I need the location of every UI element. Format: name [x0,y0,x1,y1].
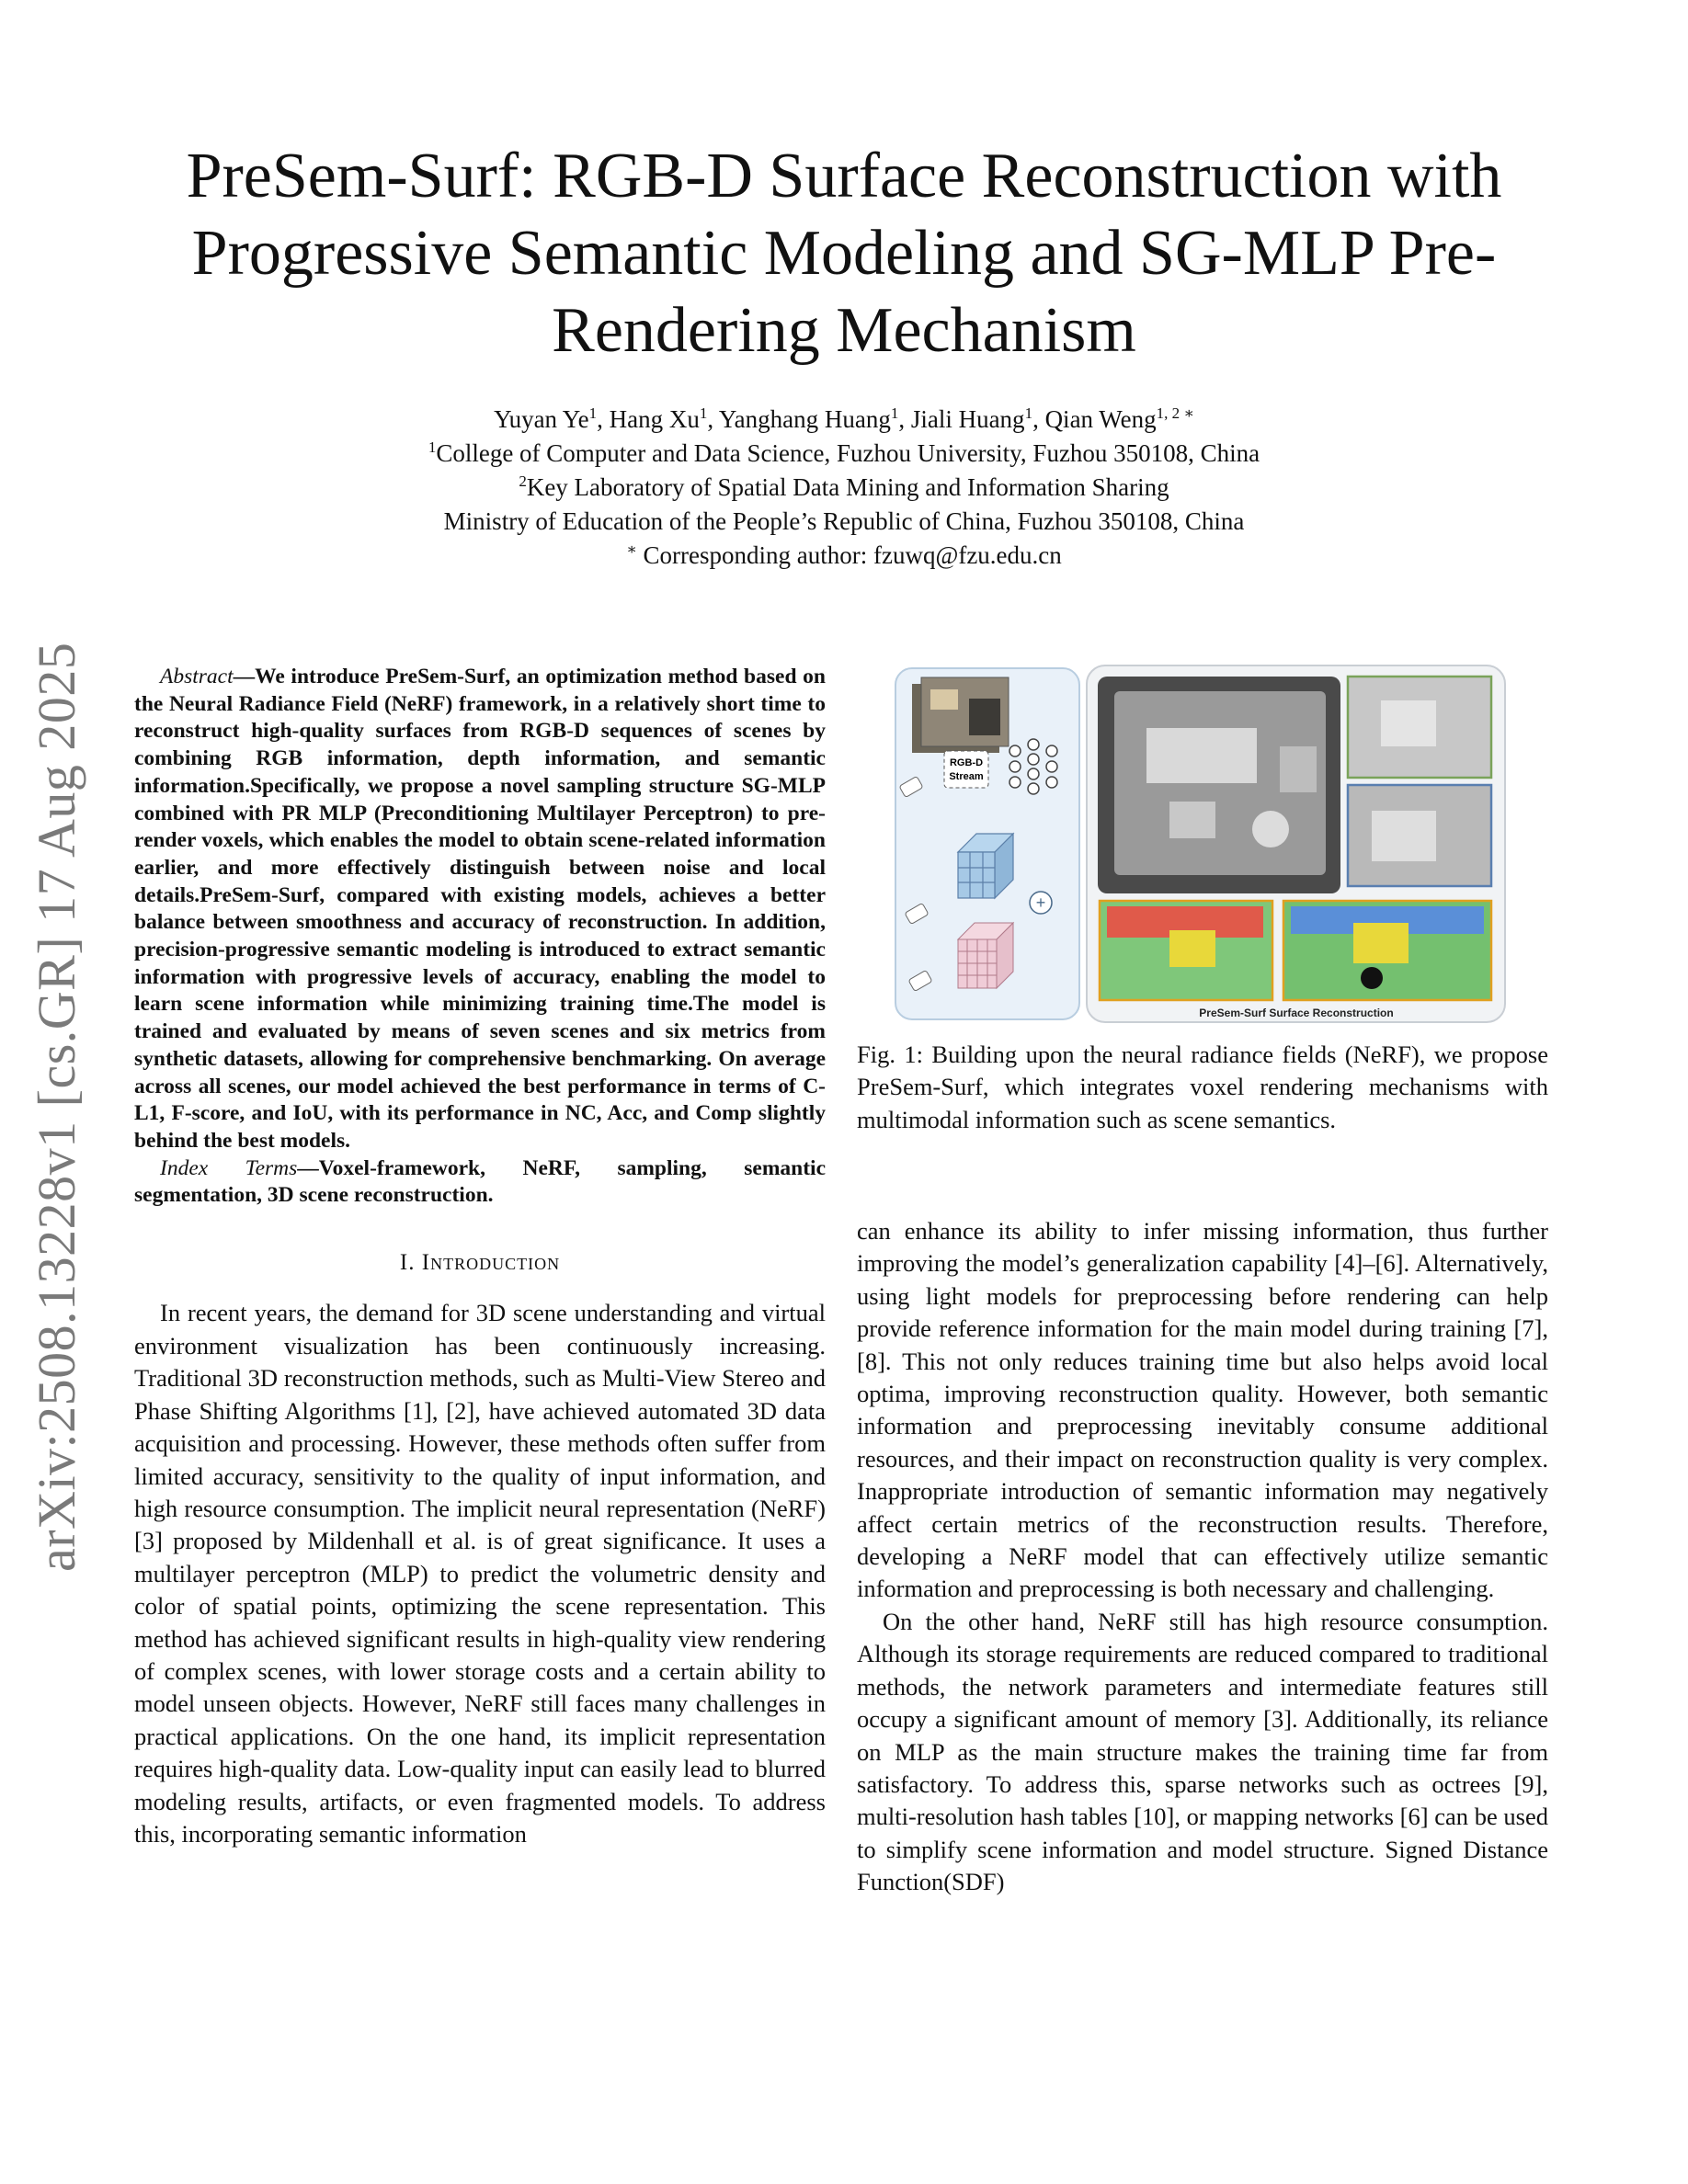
plus-symbol: + [1035,893,1046,912]
paper-title: PreSem-Surf: RGB-D Surface Reconstruction with Progressive Semantic Modeling and SG-MLP Pre-Rendering Mechanism [186,141,1502,366]
author-block [230,403,1458,573]
abstract [134,664,826,1210]
figure-1-caption: Fig. 1: Building upon the neural radiance fields (NeRF), we propose PreSem-Surf, which integrates voxel rendering mechanisms with multimodal information such as scene semantics. [857,1041,1548,1133]
author-sup: 1, 2 ∗ [1156,404,1194,422]
arxiv-side-label: arXiv:2508.13228v1 [cs.GR] 17 Aug 2025 [27,642,86,1572]
detail-crop-blue-object [1372,811,1436,861]
right-column [857,1215,1548,1899]
affiliation-2b: Ministry of Education of the People’s Republic of China, Fuzhou 350108, China [443,507,1245,535]
stream-label: Stream [949,771,984,782]
voxel-cube-blue [958,834,1013,898]
author-sup: 1 [890,404,899,422]
author-sup: 1 [588,404,598,422]
detail-crop-green-object [1381,700,1436,746]
author-name: Jiali Huang [910,405,1025,433]
author-sup: 1 [699,404,708,422]
voxel-cube-pink [958,923,1013,988]
affiliation-2a: $^2$Key Laboratory of Spatial Data Mining and Information Sharing [519,472,1169,501]
semantic-chair-left [1169,930,1215,967]
affiliation-1: $^1$College of Computer and Data Science, Fuzhou University, Fuzhou 350108, China [428,438,1260,467]
author-name: Yanghang Huang [718,405,891,433]
abstract-label: Abstract [160,665,234,688]
figure-1-graphic [894,664,1508,1024]
intro-paragraph-2: On the other hand, NeRF still has high resource consumption. Although its storage requirements are reduced compared to traditional methods, the network parameters and intermediate features still occupy a significant amount of memory [3]. Additionally, its reliance on MLP as the main structure makes the training time far from satisfactory. To address this, sparse networks such as octrees [9], multi-resolution hash tables [10], or mapping networks [6] can be used to simplify scene information and model structure. Signed Distance Function(SDF) [857,1607,1548,1896]
abstract-text: —We introduce PreSem-Surf, an optimization method based on the Neural Radiance Field (NeRF) framework, in a relatively short time to reconstruct high-quality surfaces from RGB-D sequences of scenes by combining RGB information, depth information, and semantic information.Specifically, we propose a novel sampling structure SG-MLP combined with PR MLP (Preconditioning Multilayer Perceptron) to pre-render voxels, which enables the model to obtain scene-related information earlier, and more effectively distinguish between noise and local details.PreSem-Surf, compared with existing models, achieves a better balance between smoothness and accuracy of reconstruction. In addition, precision-progressive semantic modeling is introduced to extract semantic information with progressive levels of accuracy, enabling the model to learn scene information while minimizing training time.The model is trained and evaluated by means of seven scenes and six metrics from synthetic datasets, allowing for comprehensive benchmarking. On average across all scenes, our model achieved the best performance in terms of C-L1, F-score, and IoU, with its performance in NC, Acc, and Comp slightly behind the best models. [134,665,826,1153]
author-sup: 1 [1024,404,1033,422]
figure-banner: PreSem-Surf Surface Reconstruction [1199,1007,1394,1019]
author-list: Yuyan Ye$^1$, Hang Xu$^1$, Yanghang Huang$^1$, Jiali Huang$^1$, Qian Weng$^{1, 2 ∗}$ [494,404,1194,433]
semantic-hole [1361,967,1383,989]
window-patch [930,689,958,710]
rgbd-label: RGB-D [949,757,984,768]
mesh-cabinet [1280,746,1317,792]
mesh-table [1146,728,1257,783]
left-column [134,664,826,1850]
figure-1 [894,664,1508,1024]
section-heading-introduction: I. Introduction [399,1250,561,1276]
index-terms-text: —Voxel-framework, NeRF, sampling, semantic segmentation, 3D scene reconstruction. [134,1155,826,1208]
mesh-object [1252,811,1289,847]
furniture-patch [969,699,1000,735]
author-name: Qian Weng [1044,405,1157,433]
intro-paragraph-1-continued: can enhance its ability to infer missing information, thus further improving the model’s generalization capability [4]–[6]. Alternatively, using light models for preprocessing before rendering can help provide reference information for the main model during training [7], [8]. This not only reduces training time but also helps avoid local optima, improving reconstruction quality. However, both semantic information and preprocessing inevitably consume additional resources, and their impact on reconstruction quality is very complex. Inappropriate introduction of semantic information may negatively affect certain metrics of the reconstruction results. Therefore, developing a NeRF model that can effectively utilize semantic information and preprocessing is both necessary and challenging. [857,1217,1548,1603]
author-name: Hang Xu [609,405,700,433]
intro-paragraph-1: In recent years, the demand for 3D scene understanding and virtual environment visualization has been continuously increasing. Traditional 3D reconstruction methods, such as Multi-View Stereo and Phase Shifting Algorithms [1], [2], have achieved automated 3D data acquisition and processing. However, these methods often suffer from limited accuracy, sensitivity to the quality of input information, and high resource consumption. The implicit neural representation (NeRF) [3] proposed by Mildenhall et al. is of great significance. It uses a multilayer perceptron (MLP) to predict the volumetric density and color of spatial points, optimizing the scene representation. This method has achieved significant results in high-quality view rendering of complex scenes, with lower storage costs and a certain ability to model unseen objects. However, NeRF still faces many challenges in practical applications. On the one hand, its implicit representation requires high-quality data. Low-quality input can easily lead to blurred modeling results, artifacts, or even fragmented models. To address this, incorporating semantic information [134,1299,826,1848]
semantic-chair-right [1353,923,1409,963]
mesh-chair [1169,802,1215,838]
author-name: Yuyan Ye [494,405,589,433]
corresponding-author: ∗ Corresponding author: fzuwq@fzu.edu.cn [626,540,1062,569]
rgbd-stream-box [944,751,988,788]
index-terms-label: Index Terms [160,1155,298,1180]
